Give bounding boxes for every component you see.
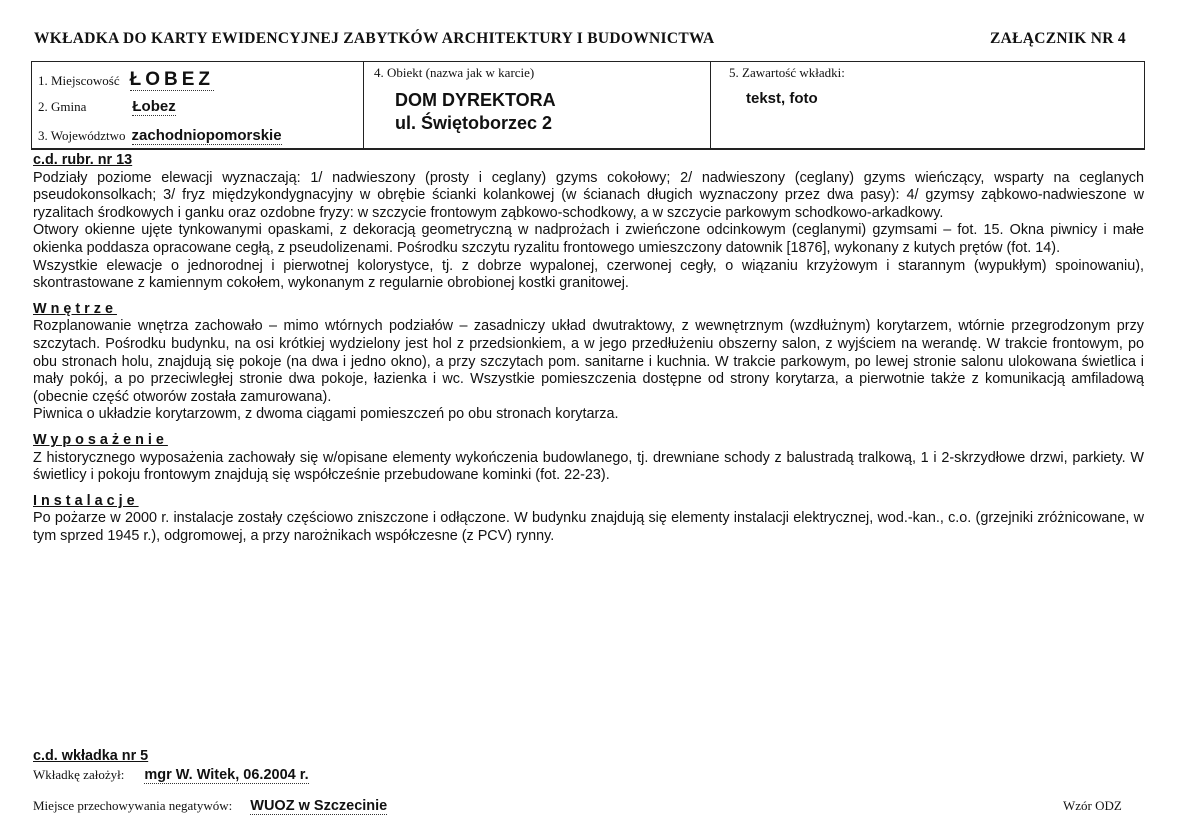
- column-divider: [710, 62, 711, 148]
- fields-box: [31, 61, 1145, 150]
- field-label: Miejsce przechowywania negatywów:: [33, 798, 233, 813]
- field-wojewodztwo: [38, 127, 282, 145]
- field-label: 3. Województwo: [38, 128, 126, 143]
- form-title: WKŁADKA DO KARTY EWIDENCYJNEJ ZABYTKÓW ARCHITEKTURY I BUDOWNICTWA: [34, 30, 715, 47]
- paragraph: Wszystkie elewacje o jednorodnej i pierwotnej kolorystyce, tj. z dobrze wypalonej, czerwonej cegły, o wiązaniu krzyżowym i starannym (wypukłym) spoinowaniu), skontrastowane z kamiennym cokołem, wykonanym z regularnie obrobionej kostki granitowej.: [33, 257, 1144, 292]
- author-value: mgr W. Witek, 06.2004 r.: [144, 767, 309, 783]
- paragraph: Otwory okienne ujęte tynkowanymi opaskami, z dekoracją geometryczną w nadprożach i zwieńczone odcinkowym (ceglanymi) gzymsami – fot. 15. Okna piwnicy i małe okienka poddasza opracowane cegłą, z pseudolizenami. Pośrodku szczytu ryzalitu frontowego umieszczony datownik [1876], wykonany z kutych prętów (fot. 14).: [33, 222, 1144, 256]
- field-value: Łobez: [132, 98, 176, 115]
- paragraph: Po pożarze w 2000 r. instalacje zostały częściowo zniszczone i odłączone. W budynku znajdują się elementy instalacji elektrycznej, wod.-kan., c.o. (grzejniki zróżnicowane, w tym sprzed 1945 r.), odgromowej, a przy narożnikach współczesne (z PCV) rynny.: [33, 510, 1144, 544]
- paragraph: Z historycznego wyposażenia zachowały się w/opisane elementy wykończenia budowlanego, tj. drewniane schody z balustradą tralkową, 1 i 2-skrzydłowe drzwi, parkiety. W świetlicy i pokoju frontowym znajdują się współcześnie przebudowane kominki (fot. 22-23).: [33, 449, 1144, 484]
- template-mark: Wzór ODZ: [1063, 798, 1122, 813]
- author-line: [33, 766, 309, 784]
- field-value: zachodniopomorskie: [131, 127, 282, 144]
- object-name: DOM DYREKTORA: [395, 90, 556, 110]
- field-label: 4. Obiekt (nazwa jak w karcie): [374, 65, 535, 80]
- section-heading: c.d. rubr. nr 13: [33, 152, 133, 168]
- section-heading: Wnętrze: [33, 300, 117, 317]
- content-value: tekst, foto: [746, 90, 818, 107]
- section-heading: Wyposażenie: [33, 431, 168, 448]
- paragraph: Rozplanowanie wnętrza zachowało – mimo wtórnych podziałów – zasadniczy układ dwutraktowy, z wewnętrznym (wzdłużnym) korytarzem, wtórnie przegrodzonym przy szczytach. Pośrodku budynku, na osi krótkiej wydzielony jest hol z przedsionkiem, a w jego przedłużeniu obszerny salon, z wyjściem na werandę. W trakcie frontowym, po obu stronach holu, znajdują się pokoje (na dwa i jedno okno), a przy szczytach pom. sanitarne i kuchnia. W trakcie parkowym, po lewej stronie salonu ulokowana świetlica i mały pokój, a po przeciwległej stronie dwa pokoje, łazienka i wc. Wszystkie pomieszczenia dostępne od strony korytarza, a pierwotnie także z komunikacją amfiladową (obecnie część otworów została zamurowana).: [33, 318, 1144, 405]
- field-label: 1. Miejscowość: [38, 73, 120, 88]
- field-gmina: [38, 98, 176, 116]
- continuation-heading: c.d. wkładka nr 5: [33, 748, 149, 764]
- negatives-line: [33, 797, 387, 815]
- field-value: ŁOBEZ: [129, 69, 214, 90]
- section-heading: Instalacje: [33, 492, 139, 509]
- field-label: 2. Gmina: [38, 99, 87, 114]
- field-label: Wkładkę założył:: [33, 767, 125, 782]
- paragraph: Podziały poziome elewacji wyznaczają: 1/ nadwieszony (prosty i ceglany) gzyms cokołowy; 2/ nadwieszony (ceglany) gzyms wieńczący, wsparty na ceglanych pseudokonsolkach; 3/ fryz międzykondygnacyjny w obrębie ścianki kolankowej (w ścianach długich wyznaczony przez dwa pasy): 4/ gzymsy ząbkowo-nadwieszone w ryzalitach środkowych i ganku oraz ozdobne fryzy: w szczycie frontowym ząbkowo-schodkowy, a w szczycie parkowym schodkowo-arkadkowy.: [33, 169, 1144, 221]
- paragraph: Piwnica o układzie korytarzowm, z dwoma ciągami pomieszczeń po obu stronach korytarza.: [33, 406, 619, 423]
- object-address: ul. Świętoborzec 2: [395, 113, 553, 133]
- main-text: [33, 152, 1144, 545]
- column-divider: [363, 62, 364, 148]
- negatives-value: WUOZ w Szczecinie: [250, 798, 388, 814]
- field-label: 5. Zawartość wkładki:: [729, 65, 845, 80]
- annex-number: ZAŁĄCZNIK NR 4: [990, 30, 1126, 47]
- field-miejscowosc: [38, 69, 214, 91]
